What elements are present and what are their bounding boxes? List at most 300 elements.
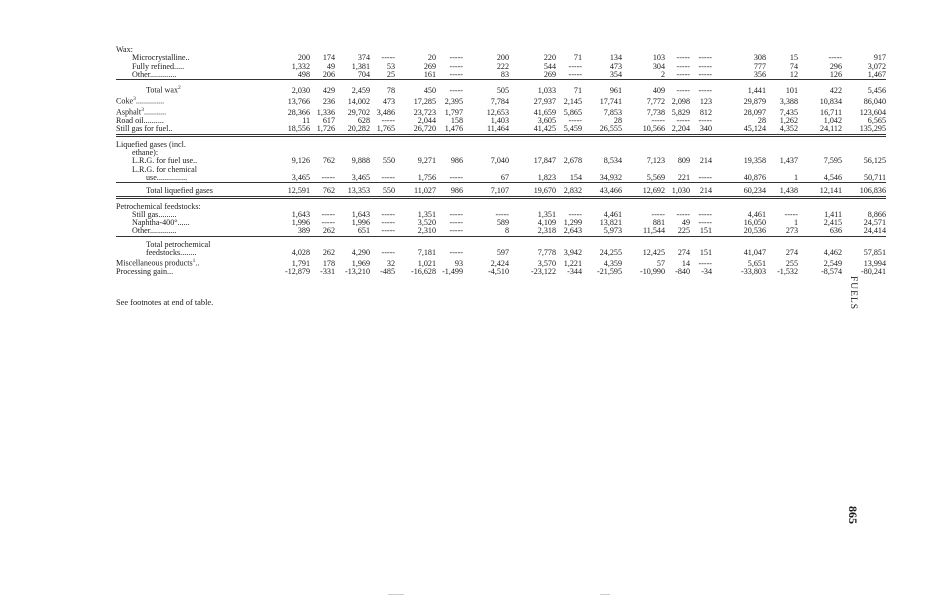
table-cell: 7,435	[779, 107, 798, 117]
row-label: Other.............	[116, 227, 278, 236]
table-cell	[463, 135, 509, 149]
table-cell: 27,937	[533, 96, 556, 106]
table-cell: 86,040	[863, 96, 886, 106]
table-cell	[436, 197, 463, 211]
table-cell	[690, 197, 712, 211]
table-cell: 32	[386, 258, 395, 268]
table-cell: 473	[609, 61, 622, 71]
table-cell: 34,932	[582, 174, 622, 183]
table-cell: -13,210	[345, 267, 370, 277]
table-cell: 9,271	[417, 156, 436, 166]
table-cell	[798, 197, 842, 211]
table-cell: 225	[665, 227, 690, 236]
row-label: L.R.G. for fuel use..	[132, 156, 198, 166]
table-cell: 12,141	[798, 183, 842, 197]
table-cell: 24,414	[842, 227, 886, 236]
table-cell: 6,565	[867, 116, 886, 126]
leader-dots: ........	[180, 248, 197, 257]
table-cell: 206	[310, 71, 335, 80]
table-cell: 4,290	[351, 248, 370, 257]
table-cell: 7,040	[490, 156, 509, 166]
table-cell: 43,466	[582, 183, 622, 197]
table-cell: 3,465	[278, 174, 310, 183]
table-cell: 1,643	[351, 209, 370, 219]
table-cell: 67	[463, 174, 509, 183]
table-cell: 151	[699, 248, 712, 257]
table-cell: 1,351	[417, 209, 436, 219]
table-cell: 4,359	[603, 258, 622, 268]
table-cell: 777	[753, 61, 766, 71]
table-cell: 154	[556, 174, 582, 183]
table-cell: 3,942	[563, 248, 582, 257]
table-cell: 135,295	[842, 125, 886, 135]
row-label: ethane):	[132, 148, 159, 158]
table-row	[116, 135, 886, 149]
table-cell: 1,221	[563, 258, 582, 268]
table-cell	[278, 197, 310, 211]
table-cell: 1,969	[351, 258, 370, 268]
leader-dots: ..	[193, 156, 198, 166]
table-cell	[665, 135, 690, 149]
table-cell: -----	[568, 209, 582, 219]
table-cell: 274	[785, 248, 798, 257]
table-cell	[798, 135, 842, 149]
table-cell: 1,021	[417, 258, 436, 268]
table-cell: -80,241	[861, 267, 886, 277]
table-cell: 11,544	[622, 227, 665, 236]
table-cell: -----	[436, 174, 463, 183]
table-cell: 8	[463, 227, 509, 236]
table-cell: 93	[454, 258, 463, 268]
table-cell	[690, 135, 712, 149]
table-cell: 78	[386, 85, 395, 95]
table-cell: 589	[496, 218, 509, 228]
table-cell: 2,643	[556, 227, 582, 236]
row-label: Fully refined.....	[132, 61, 185, 71]
table-cell: 651	[335, 227, 370, 236]
row-label: Naphtha-400°......	[132, 218, 190, 228]
table-cell: 25	[370, 71, 395, 80]
table-cell: 809	[677, 156, 690, 166]
leader-dots: .............	[149, 226, 177, 236]
table-cell: -10,990	[640, 267, 665, 277]
leader-dots: ...........	[143, 107, 167, 117]
table-cell: 14,002	[347, 96, 370, 106]
table-cell: 986	[436, 183, 463, 197]
table-cell: 356	[712, 71, 766, 80]
table-cell: 50,711	[842, 174, 886, 183]
table-cell: -----	[381, 248, 395, 257]
leader-dots: ..	[195, 258, 200, 268]
table-cell: 9,888	[351, 156, 370, 166]
table-cell: 13,766	[287, 96, 310, 106]
table-cell: 29,879	[743, 96, 766, 106]
table-cell: 151	[690, 227, 712, 236]
table-cell: 2,424	[490, 258, 509, 268]
table-cell	[665, 197, 690, 211]
table-cell: 2,459	[351, 85, 370, 95]
table-cell	[582, 197, 622, 211]
row-label: Microcrystalline..	[132, 53, 190, 63]
table-cell: 4,461	[747, 209, 766, 219]
table-row	[116, 157, 886, 165]
table-cell: 917	[873, 53, 886, 63]
table-cell: 11,464	[463, 125, 509, 135]
table-cell: 1,996	[291, 218, 310, 228]
table-cell: 762	[310, 183, 335, 197]
table-cell: 20	[427, 53, 436, 63]
table-cell	[622, 135, 665, 149]
table-cell: 26,720	[395, 125, 436, 135]
table-row	[116, 249, 886, 257]
table-cell: 450	[423, 85, 436, 95]
row-label: Total wax$^2$	[146, 85, 181, 95]
table-cell: 71	[573, 85, 582, 95]
table-cell: 255	[785, 258, 798, 268]
table-cell: 881	[652, 218, 665, 228]
table-cell: 628	[357, 116, 370, 126]
leader-dots: .........	[158, 209, 177, 219]
table-cell	[842, 197, 886, 211]
table-cell: 174	[322, 53, 335, 63]
table-cell: -485	[380, 267, 395, 277]
table-cell: 986	[450, 156, 463, 166]
table-cell	[509, 135, 556, 149]
table-cell	[582, 135, 622, 149]
table-cell: 1,765	[370, 125, 395, 135]
table-cell: 10,834	[819, 96, 842, 106]
table-cell: 4,028	[291, 248, 310, 257]
table-cell: 74	[789, 61, 798, 71]
table-cell: 106,836	[842, 183, 886, 197]
row-label: Asphalt$^3$...........	[116, 107, 167, 117]
table-cell: -----	[828, 53, 842, 63]
table-cell: -344	[567, 267, 582, 277]
table-cell: -----	[449, 218, 463, 228]
table-cell: 222	[496, 61, 509, 71]
table-cell: 13,994	[863, 258, 886, 268]
table-cell: -----	[690, 71, 712, 80]
table-cell: 1,476	[436, 125, 463, 135]
table-cell: 2,549	[823, 258, 842, 268]
table-cell: -----	[321, 218, 335, 228]
table-cell: -----	[698, 218, 712, 228]
table-cell: 29,702	[347, 107, 370, 117]
table-cell: -----	[784, 209, 798, 219]
table-cell: 7,778	[537, 248, 556, 257]
table-cell: 101	[785, 85, 798, 95]
table-cell: 178	[322, 258, 335, 268]
table-cell: -----	[449, 61, 463, 71]
table-cell: -----	[676, 61, 690, 71]
table-cell: 13,353	[335, 183, 370, 197]
table-cell: -----	[449, 209, 463, 219]
table-cell	[370, 135, 395, 149]
table-cell: -----	[698, 209, 712, 219]
table-cell: 8,866	[867, 209, 886, 219]
table-cell: 41,047	[743, 248, 766, 257]
table-cell: 71	[573, 53, 582, 63]
row-label: Liquefied gases (incl.	[116, 139, 186, 149]
table-cell: 2,204	[665, 125, 690, 135]
leader-dots: ..........	[143, 116, 164, 126]
table-cell	[766, 197, 798, 211]
table-cell: 3,486	[376, 107, 395, 117]
running-head: FUELS	[848, 276, 858, 311]
table-cell: -----	[436, 227, 463, 236]
table-cell: 2	[622, 71, 665, 80]
table-cell: -----	[676, 209, 690, 219]
table-cell: 123	[699, 96, 712, 106]
row-label: Petrochemical feedstocks:	[116, 201, 201, 211]
table-cell: 28,097	[743, 107, 766, 117]
table-cell: 214	[690, 183, 712, 197]
table-row	[116, 219, 886, 227]
table-cell: -----	[381, 116, 395, 126]
table-cell: -8,574	[821, 267, 842, 277]
table-cell: 7,772	[646, 96, 665, 106]
scan-mark	[600, 594, 610, 595]
table-cell: 597	[496, 248, 509, 257]
table-cell: 3,072	[867, 61, 886, 71]
footnote-reference: See footnotes at end of table.	[116, 298, 214, 307]
leader-dots: ...............	[156, 172, 188, 182]
table-cell: 123,604	[859, 107, 886, 117]
table-cell: 17,847	[533, 156, 556, 166]
table-cell: 16,050	[743, 218, 766, 228]
table-cell: 4,462	[823, 248, 842, 257]
table-cell: 7,123	[646, 156, 665, 166]
row-label: Road oil..........	[116, 116, 164, 126]
table-cell: 1,791	[291, 258, 310, 268]
table-cell: -34	[701, 267, 712, 277]
table-cell: 1,033	[537, 85, 556, 95]
table-cell: -33,803	[741, 267, 766, 277]
table-cell: -----	[698, 53, 712, 63]
table-cell: 49	[681, 218, 690, 228]
table-cell: 2,415	[823, 218, 842, 228]
table-cell: 20,536	[712, 227, 766, 236]
table-cell: 1,996	[351, 218, 370, 228]
table-cell: 1	[766, 174, 798, 183]
table-cell: -----	[370, 227, 395, 236]
table-cell: 1,381	[351, 61, 370, 71]
table-cell: 262	[310, 227, 335, 236]
table-cell: -----	[370, 174, 395, 183]
table-cell: 2,098	[671, 96, 690, 106]
table-cell: 961	[609, 85, 622, 95]
leader-dots: ..	[185, 53, 190, 63]
table-cell: 1,336	[316, 107, 335, 117]
table-cell	[556, 135, 582, 149]
table-cell: 1,441	[747, 85, 766, 95]
table-cell: -----	[698, 258, 712, 268]
table-cell: -----	[310, 174, 335, 183]
table-cell: 7,784	[490, 96, 509, 106]
table-cell: 354	[582, 71, 622, 80]
table-cell: 45,124	[712, 125, 766, 135]
table-cell	[509, 197, 556, 211]
table-cell: 1,437	[779, 156, 798, 166]
table-cell: 57,851	[863, 248, 886, 257]
table-cell	[556, 197, 582, 211]
table-cell: 214	[699, 156, 712, 166]
row-label: Total petrochemical	[146, 239, 211, 249]
table-row	[116, 268, 886, 276]
table-cell: 1,042	[823, 116, 842, 126]
table-cell: 274	[677, 248, 690, 257]
table-cell: 3,570	[537, 258, 556, 268]
table-cell: 550	[382, 156, 395, 166]
table-cell: -----	[381, 53, 395, 63]
table-cell: 1,438	[766, 183, 798, 197]
table-cell: 2,044	[417, 116, 436, 126]
table-cell	[278, 135, 310, 149]
table-cell: 20,282	[335, 125, 370, 135]
row-label: Wax:	[116, 45, 133, 54]
table-cell: 7,107	[463, 183, 509, 197]
table-cell: 56,125	[863, 156, 886, 166]
table-cell: 389	[278, 227, 310, 236]
table-cell: 812	[699, 107, 712, 117]
table-cell: -----	[321, 209, 335, 219]
table-cell: 10,566	[622, 125, 665, 135]
table-cell: 17,741	[599, 96, 622, 106]
table-cell: 1,262	[779, 116, 798, 126]
table-cell: 12	[766, 71, 798, 80]
table-cell: 3,388	[779, 96, 798, 106]
table-cell: 3,520	[417, 218, 436, 228]
table-cell: 273	[766, 227, 798, 236]
row-label: Miscellaneous products$^1$..	[116, 258, 200, 268]
leader-dots: .............	[149, 69, 177, 79]
scan-mark	[388, 594, 404, 595]
table-cell: 28	[757, 116, 766, 126]
table-cell: 19,670	[509, 183, 556, 197]
table-cell: -----	[698, 85, 712, 95]
table-cell: 340	[690, 125, 712, 135]
table-cell: 7,181	[417, 248, 436, 257]
leader-dots: ..............	[135, 96, 165, 106]
table-cell: 8,534	[603, 156, 622, 166]
table-row	[116, 183, 886, 197]
table-cell: 7,595	[823, 156, 842, 166]
table-cell: -----	[381, 218, 395, 228]
table-cell: 7,738	[646, 107, 665, 117]
table-cell: 2,678	[563, 156, 582, 166]
table-cell: 220	[543, 53, 556, 63]
table-cell: 5,456	[867, 85, 886, 95]
table-cell: 2,310	[395, 227, 436, 236]
table-cell: 126	[798, 71, 842, 80]
table-cell: -21,595	[597, 267, 622, 277]
table-cell: 18,556	[278, 125, 310, 135]
table-cell: 11,027	[395, 183, 436, 197]
table-cell: 5,829	[671, 107, 690, 117]
table-row	[116, 95, 886, 106]
table-cell: 1,351	[537, 209, 556, 219]
table-cell: 1,797	[444, 107, 463, 117]
row-label: feedstocks........	[146, 248, 197, 257]
table-cell: 200	[496, 53, 509, 63]
page-number: 865	[846, 506, 860, 524]
leader-dots: .....	[174, 61, 185, 71]
table-cell: 12,692	[622, 183, 665, 197]
table-cell: -----	[698, 116, 712, 126]
table-cell: 308	[753, 53, 766, 63]
table-cell: 3,605	[537, 116, 556, 126]
table-row	[116, 71, 886, 80]
table-cell: -331	[320, 267, 335, 277]
table-row	[116, 197, 886, 211]
table-cell: 1,823	[509, 174, 556, 183]
table-row	[116, 125, 886, 135]
leader-dots: ...	[167, 267, 174, 277]
table-cell: -----	[568, 116, 582, 126]
table-cell: 12,653	[486, 107, 509, 117]
table-cell: 269	[509, 71, 556, 80]
table-cell: 5,865	[563, 107, 582, 117]
table-cell: 2,145	[563, 96, 582, 106]
table-cell	[766, 135, 798, 149]
table-cell: -----	[381, 209, 395, 219]
table-row	[116, 80, 886, 95]
table-cell: 13,821	[599, 218, 622, 228]
table-cell: 23,723	[413, 107, 436, 117]
table-cell: 41,425	[509, 125, 556, 135]
row-label: L.R.G. for chemical	[132, 164, 197, 174]
table-cell	[842, 135, 886, 149]
table-cell	[335, 197, 370, 211]
table-cell: 19,358	[743, 156, 766, 166]
table-cell: 24,255	[599, 248, 622, 257]
row-label: use...............	[116, 174, 278, 183]
table-cell: -----	[665, 71, 690, 80]
table-cell: 269	[423, 61, 436, 71]
table-cell: -----	[676, 85, 690, 95]
table-cell: 158	[450, 116, 463, 126]
table-cell: 103	[652, 53, 665, 63]
table-cell: 12,425	[642, 248, 665, 257]
table-cell: -840	[675, 267, 690, 277]
table-cell	[335, 135, 370, 149]
table-cell: 60,234	[712, 183, 766, 197]
row-label: Still gas.........	[132, 209, 177, 219]
table-cell: 49	[326, 61, 335, 71]
table-cell: 3,465	[335, 174, 370, 183]
row-label: Total liquefied gases	[116, 183, 278, 197]
table-cell: 1,643	[291, 209, 310, 219]
table-cell: 161	[395, 71, 436, 80]
leader-dots: ..	[168, 124, 173, 134]
table-cell	[370, 197, 395, 211]
table-cell: 429	[322, 85, 335, 95]
table-cell: 5,973	[582, 227, 622, 236]
table-cell: -----	[495, 209, 509, 219]
table-cell	[712, 135, 766, 149]
table-cell: -----	[449, 85, 463, 95]
table-cell: 617	[322, 116, 335, 126]
table-cell: 15	[789, 53, 798, 63]
table-cell: 422	[829, 85, 842, 95]
table-row	[116, 227, 886, 236]
table-cell: 762	[322, 156, 335, 166]
table-cell: 40,876	[712, 174, 766, 183]
table-cell: 221	[665, 174, 690, 183]
table-cell: 550	[370, 183, 395, 197]
table-cell	[395, 135, 436, 149]
table-cell	[712, 197, 766, 211]
